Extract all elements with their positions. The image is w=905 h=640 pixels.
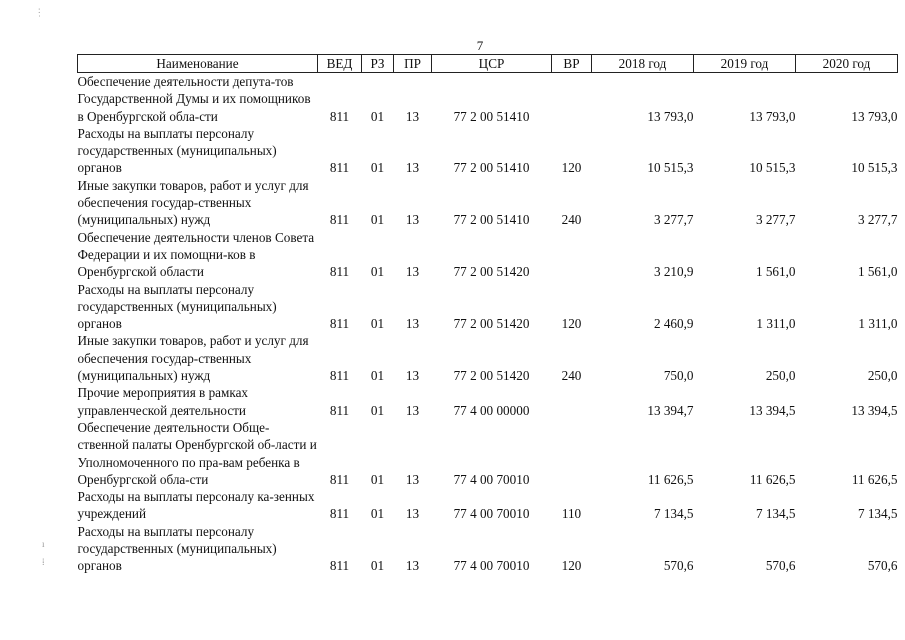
row-rz: 01 bbox=[370, 212, 385, 228]
row-2018: 3 210,9 bbox=[653, 264, 694, 280]
header-rz: РЗ bbox=[362, 55, 394, 73]
row-2018: 13 394,7 bbox=[647, 402, 694, 418]
row-name: Обеспечение деятельности членов Совета Федерации и их помощни-ков в Оренбургской области bbox=[77, 229, 315, 280]
table-row bbox=[78, 125, 898, 177]
row-2020: 250,0 bbox=[867, 368, 898, 384]
page-number: 7 bbox=[476, 38, 484, 53]
row-2019: 250,0 bbox=[765, 368, 796, 384]
row-rz: 01 bbox=[370, 160, 385, 176]
row-csr: 77 4 00 70010 bbox=[453, 506, 530, 522]
header-2019: 2019 год bbox=[694, 55, 796, 73]
table-row bbox=[78, 73, 898, 125]
row-vr: 120 bbox=[561, 160, 582, 176]
row-name: Обеспечение деятельности депута-тов Государственной Думы и их помощников в Оренбургской обла-сти bbox=[77, 74, 311, 124]
row-2020: 13 394,5 bbox=[851, 402, 898, 418]
header-2018: 2018 год bbox=[592, 55, 694, 73]
budget-table bbox=[77, 54, 898, 575]
row-name: Расходы на выплаты персоналу государственных (муниципальных) органов bbox=[77, 281, 277, 332]
row-vr bbox=[552, 229, 592, 281]
row-2020: 570,6 bbox=[867, 558, 898, 574]
row-pr: 13 bbox=[405, 108, 420, 124]
row-2018: 7 134,5 bbox=[653, 506, 694, 522]
row-pr: 13 bbox=[405, 316, 420, 332]
row-vr: 240 bbox=[561, 368, 582, 384]
row-2019: 13 793,0 bbox=[749, 108, 796, 124]
table-row bbox=[78, 523, 898, 575]
table-row bbox=[78, 281, 898, 333]
row-2019: 570,6 bbox=[765, 558, 796, 574]
header-name: Наименование bbox=[78, 55, 318, 73]
row-vr bbox=[552, 73, 592, 125]
row-name: Расходы на выплаты персоналу государственных (муниципальных) органов bbox=[77, 523, 277, 574]
row-2018: 10 515,3 bbox=[647, 160, 694, 176]
row-rz: 01 bbox=[370, 316, 385, 332]
header-2020: 2020 год bbox=[796, 55, 898, 73]
row-rz: 01 bbox=[370, 402, 385, 418]
row-2020: 1 311,0 bbox=[858, 316, 898, 332]
row-ved: 811 bbox=[329, 264, 350, 280]
row-pr: 13 bbox=[405, 264, 420, 280]
row-2018: 570,6 bbox=[663, 558, 694, 574]
row-2018: 750,0 bbox=[663, 368, 694, 384]
row-2019: 11 626,5 bbox=[749, 471, 796, 487]
row-csr: 77 2 00 51420 bbox=[453, 368, 530, 384]
row-pr: 13 bbox=[405, 558, 420, 574]
row-name: Прочие мероприятия в рамках управленческой деятельности bbox=[77, 385, 249, 418]
row-ved: 811 bbox=[329, 368, 350, 384]
row-2019: 10 515,3 bbox=[749, 160, 796, 176]
row-pr: 13 bbox=[405, 506, 420, 522]
header-vr: ВР bbox=[552, 55, 592, 73]
row-ved: 811 bbox=[329, 506, 350, 522]
row-2019: 1 561,0 bbox=[755, 264, 796, 280]
row-pr: 13 bbox=[405, 160, 420, 176]
header-pr: ПР bbox=[394, 55, 432, 73]
row-name: Обеспечение деятельности Обще-ственной палаты Оренбургской об-ласти и Уполномоченного по пра-вам ребенка в Оренбургской обла-сти bbox=[77, 419, 317, 487]
table-row bbox=[78, 229, 898, 281]
row-2020: 1 561,0 bbox=[857, 264, 898, 280]
row-name: Иные закупки товаров, работ и услуг для обеспечения государ-ственных (муниципальных) нужд bbox=[77, 333, 309, 384]
row-2020: 3 277,7 bbox=[857, 212, 898, 228]
table-row bbox=[78, 332, 898, 384]
row-rz: 01 bbox=[370, 558, 385, 574]
row-pr: 13 bbox=[405, 402, 420, 418]
row-ved: 811 bbox=[329, 316, 350, 332]
row-csr: 77 2 00 51410 bbox=[453, 212, 530, 228]
row-csr: 77 2 00 51410 bbox=[453, 160, 530, 176]
row-2020: 10 515,3 bbox=[851, 160, 898, 176]
row-csr: 77 4 00 00000 bbox=[453, 402, 530, 418]
row-2020: 11 626,5 bbox=[851, 471, 898, 487]
row-rz: 01 bbox=[370, 368, 385, 384]
row-csr: 77 2 00 51410 bbox=[453, 108, 530, 124]
row-2018: 2 460,9 bbox=[653, 316, 694, 332]
table-row bbox=[78, 419, 898, 488]
row-2019: 7 134,5 bbox=[755, 506, 796, 522]
row-2018: 13 793,0 bbox=[647, 108, 694, 124]
row-csr: 77 4 00 70010 bbox=[453, 471, 530, 487]
row-2018: 11 626,5 bbox=[647, 471, 694, 487]
header-ved: ВЕД bbox=[318, 55, 362, 73]
row-2018: 3 277,7 bbox=[653, 212, 694, 228]
header-csr: ЦСР bbox=[432, 55, 552, 73]
row-pr: 13 bbox=[405, 471, 420, 487]
scan-mark-top: : ˙ bbox=[38, 5, 41, 24]
row-rz: 01 bbox=[370, 506, 385, 522]
table-body bbox=[78, 73, 898, 575]
row-name: Иные закупки товаров, работ и услуг для обеспечения государ-ственных (муниципальных) нужд bbox=[77, 177, 309, 228]
row-2019: 1 311,0 bbox=[756, 316, 796, 332]
row-vr: 240 bbox=[561, 212, 582, 228]
row-2019: 3 277,7 bbox=[755, 212, 796, 228]
row-vr: 120 bbox=[561, 558, 582, 574]
scan-mark-left: ı ⁞ bbox=[42, 539, 45, 567]
row-ved: 811 bbox=[329, 160, 350, 176]
row-pr: 13 bbox=[405, 368, 420, 384]
row-csr: 77 4 00 70010 bbox=[453, 558, 530, 574]
row-ved: 811 bbox=[329, 212, 350, 228]
table-row bbox=[78, 177, 898, 229]
row-name: Расходы на выплаты персоналу государственных (муниципальных) органов bbox=[77, 125, 277, 176]
table-header-row bbox=[78, 55, 898, 73]
row-ved: 811 bbox=[329, 558, 350, 574]
row-2020: 7 134,5 bbox=[857, 506, 898, 522]
table-row bbox=[78, 384, 898, 419]
row-ved: 811 bbox=[329, 471, 350, 487]
table-row bbox=[78, 488, 898, 523]
row-vr: 110 bbox=[561, 506, 582, 522]
row-name: Расходы на выплаты персоналу ка-зенных учреждений bbox=[77, 489, 315, 522]
row-rz: 01 bbox=[370, 471, 385, 487]
row-vr: 120 bbox=[561, 316, 582, 332]
row-ved: 811 bbox=[329, 108, 350, 124]
row-vr bbox=[552, 419, 592, 488]
row-vr bbox=[552, 384, 592, 419]
row-2019: 13 394,5 bbox=[749, 402, 796, 418]
row-ved: 811 bbox=[329, 402, 350, 418]
row-csr: 77 2 00 51420 bbox=[453, 264, 530, 280]
row-csr: 77 2 00 51420 bbox=[453, 316, 530, 332]
row-rz: 01 bbox=[370, 264, 385, 280]
row-pr: 13 bbox=[405, 212, 420, 228]
row-rz: 01 bbox=[370, 108, 385, 124]
row-2020: 13 793,0 bbox=[851, 108, 898, 124]
